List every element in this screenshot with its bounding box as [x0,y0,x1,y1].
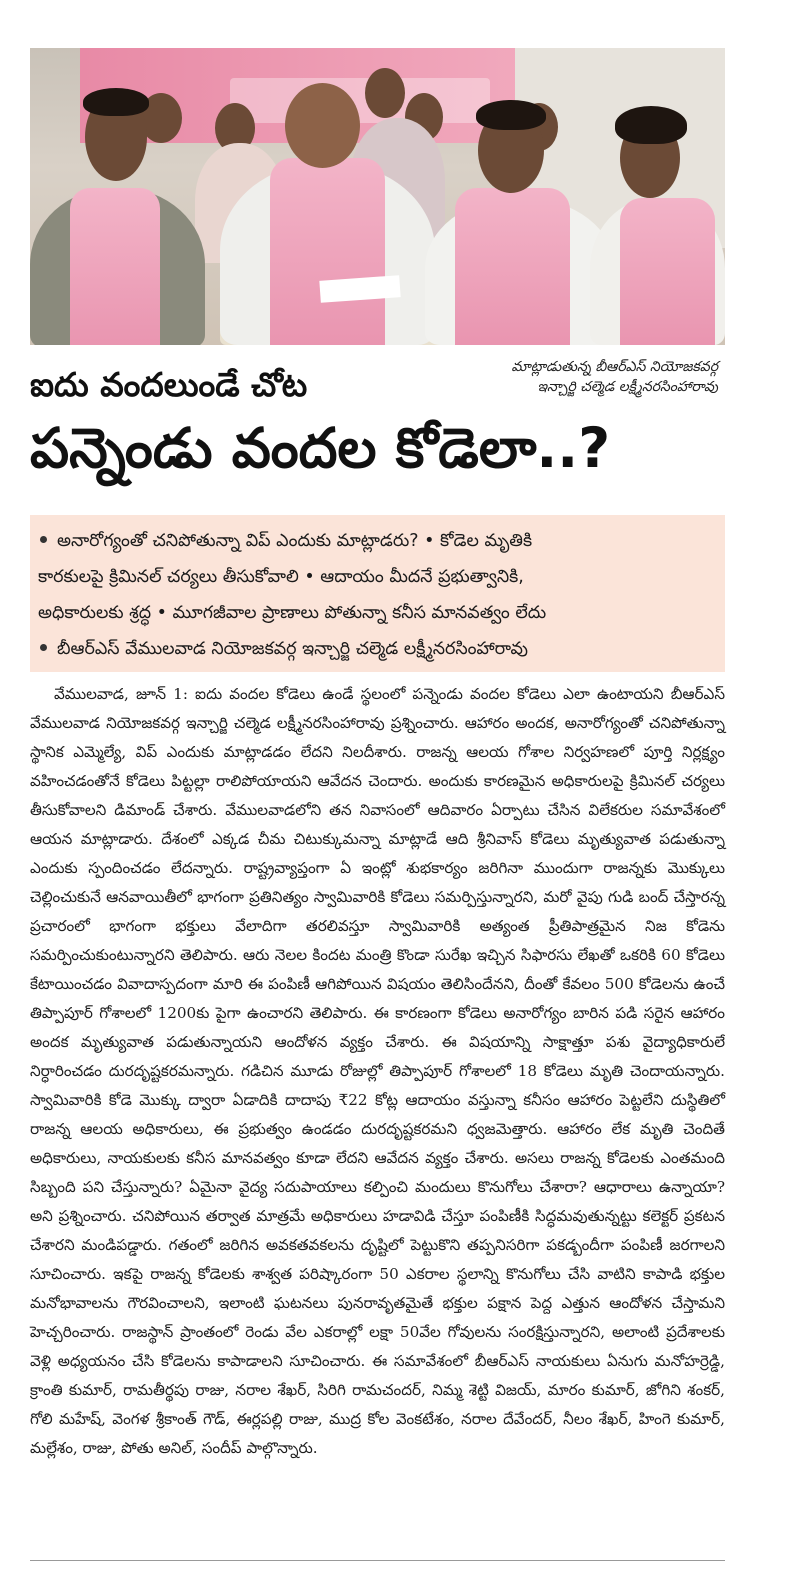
bullet-icon [40,644,47,651]
article-paragraph: వేములవాడ, జూన్ 1: ఐదు వందల కోడెలు ఉండే స్థలంలో పన్నెండు వందల కోడెలు ఎలా ఉంటాయని బీఆర్ఎస్ వేములవాడ నియోజకవర్గ ఇన్చార్జి చల్మెడ లక్ష్మీనరసింహారావు ప్రశ్నించారు. ఆహారం అందక, అనారోగ్యంతో చనిపోతున్నా స్థానిక ఎమ్మెల్యే, విప్ ఎందుకు మాట్లాడడం లేదని నిలదీశారు. రాజన్న ఆలయ గోశాల నిర్వహణలో పూర్తి నిర్లక్ష్యం వహించడంతోనే కోడెలు పిట్టల్లా రాలిపోయాయని ఆవేదన చెందారు. అందుకు కారణమైన అధికారులపై క్రిమినల్ చర్యలు తీసుకోవాలని డిమాండ్ చేశారు. వేములవాడలోని తన నివాసంలో ఆదివారం ఏర్పాటు చేసిన విలేకరుల సమావేశంలో ఆయన మాట్లాడారు. దేశంలో ఎక్కడ చీమ చిటుక్కుమన్నా మాట్లాడే ఆది శ్రీనివాస్ కోడెలు మృత్యువాత పడుతున్నా ఎందుకు స్పందించడం లేదన్నారు. రాష్ట్రవ్యాప్తంగా ఏ ఇంట్లో శుభకార్యం జరిగినా ముందుగా రాజన్నకు మొక్కులు చెల్లించుకునే ఆనవాయితీలో భాగంగా ప్రతినిత్యం స్వామివారికి కోడెలు సమర్పిస్తున్నారని, మరో వైపు గుడి బంద్ చేస్తారన్న ప్రచారంలో భాగంగా భక్తులు వేలాదిగా తరలివస్తూ స్వామివారికి అత్యంత ప్రీతిపాత్రమైన నిజ కోడెను సమర్పించుకుంటున్నారని తెలిపారు. ఆరు నెలల కిందట మంత్రి కొండా సురేఖ ఇచ్చిన సిఫారసు లేఖతో ఒకరికి 60 కోడెలు కేటాయించడం వివాదాస్పదంగా మారి ఈ పంపిణీ ఆగిపోయిన విషయం తెలిసిందేనని, దీంతో కేవలం 500 కోడెలను ఉంచే తిప్పాపూర్ గోశాలలో 1200కు పైగా ఉంచారని తెలిపారు. ఈ కారణంగా కోడెలు అనారోగ్యం బారిన పడి సరైన ఆహారం అందక మృత్యువాత పడుతున్నాయని ఆందోళన వ్యక్తం చేశారు. ఈ విషయాన్ని సాక్షాత్తూ పశు వైద్యాధికారులే నిర్ధారించడం దురదృష్టకరమన్నారు. గడిచిన మూడు రోజుల్లో తిప్పాపూర్ గోశాలలో 18 కోడెలు మృతి చెందాయన్నారు. స్వామివారికి కోడె మొక్కు ద్వారా ఏడాదికి దాదాపు ₹22 కోట్ల ఆదాయం వస్తున్నా కనీసం ఆహారం పెట్టలేని దుస్థితిలో రాజన్న ఆలయ అధికారులు, ఈ ప్రభుత్వం ఉండడం దురదృష్టకరమని ధ్వజమెత్తారు. ఆహారం లేక మృతి చెందితే అధికారులు, నాయకులకు కనీస మానవత్వం కూడా లేదని ఆవేదన వ్యక్తం చేశారు. అసలు రాజన్న కోడెలకు ఎంతమంది సిబ్బంది పని చేస్తున్నారు? ఏమైనా వైద్య సదుపాయాలు కల్పించి మందులు కొనుగోలు చేశారా? ఆధారాలు ఉన్నాయా? అని ప్రశ్నించారు. చనిపోయిన తర్వాత మాత్రమే అధికారులు హడావిడి చేస్తూ పంపిణీకి సిద్ధమవుతున్నట్టు కలెక్టర్ ప్రకటన చేశారని మండిపడ్డారు. గతంలో జరిగిన అవకతవకలను దృష్టిలో పెట్టుకొని తప్పనిసరిగా పకడ్బందీగా పంపిణీ జరగాలని సూచించారు. ఇకపై రాజన్న కోడెలకు శాశ్వత పరిష్కారంగా 50 ఎకరాల స్థలాన్ని కొనుగోలు చేసి వాటిని కాపాడి భక్తుల మనోభావాలను గౌరవించాలని, ఇలాంటి ఘటనలు పునరావృతమైతే భక్తుల పక్షాన పెద్ద ఎత్తున ఆందోళన చేస్తామని హెచ్చరించారు. రాజస్థాన్ ప్రాంతంలో రెండు వేల ఎకరాల్లో లక్షా 50వేల గోవులను సంరక్షిస్తున్నారని, అలాంటి ప్రదేశాలకు వెళ్లి అధ్యయనం చేసి కోడెలను కాపాడాలని సూచించారు. ఈ సమావేశంలో బీఆర్ఎస్ నాయకులు ఏనుగు మనోహర్రెడ్డి, క్రాంతి కుమార్, రామతీర్థపు రాజు, నరాల శేఖర్, సిరిగి రామచందర్, నిమ్మ శెట్టి విజయ్, మారం కుమార్, జోగిని శంకర్, గోలి మహేష్, వెంగళ శ్రీకాంత్ గౌడ్, ఈర్లపల్లి రాజు, ముద్ర కోల వెంకటేశం, నరాల దేవేందర్, నీలం శేఖర్, హింగె కుమార్, మల్లేశం, రాజు, పోతు అనిల్, సందీప్ పాల్గొన్నారు. [30,685,725,1457]
person-head [285,83,360,168]
person-hair [615,106,687,144]
highlight-line [38,559,715,595]
highlight-line [38,595,715,631]
highlights-box [30,515,725,672]
pink-scarf [70,188,160,345]
highlight-text: కారకులపై క్రిమినల్ చర్యలు తీసుకోవాలి • ఆదాయం మీదనే ప్రభుత్వానికి, [38,567,524,587]
highlight-text: అనారోగ్యంతో చనిపోతున్నా విప్ ఎందుకు మాట్లాడరు? • కోడెల మృతికి [57,531,533,551]
photo-caption [418,357,718,397]
pink-scarf [270,158,385,345]
bullet-icon [40,536,47,543]
bottom-rule [30,1560,725,1561]
highlight-line [38,631,715,667]
person-hair [83,88,149,116]
article-body [30,680,725,1463]
news-photo [30,48,725,345]
caption-line-1: మాట్లాడుతున్న బీఆర్ఎస్ నియోజకవర్గ [511,359,718,375]
person-hair [476,100,546,130]
headline-kicker: ఐదు వందలుండే చోట [30,365,308,404]
highlight-text: అధికారులకు శ్రద్ధ • మూగజీవాల ప్రాణాలు పోతున్నా కనీస మానవత్వం లేదు [38,603,547,623]
person-head [365,68,405,118]
pink-scarf [620,198,715,345]
highlight-line [38,523,715,559]
caption-line-2: ఇన్చార్జి చల్మెడ లక్ష్మీనరసింహారావు [537,379,718,395]
pink-scarf [455,188,570,345]
highlight-text: బీఆర్ఎస్ వేములవాడ నియోజకవర్గ ఇన్చార్జి చల్మెడ లక్ష్మీనరసింహారావు [57,639,528,659]
headline-main: పన్నెండు వందల కోడెలా..? [30,416,611,480]
banner-text-area [230,78,490,123]
